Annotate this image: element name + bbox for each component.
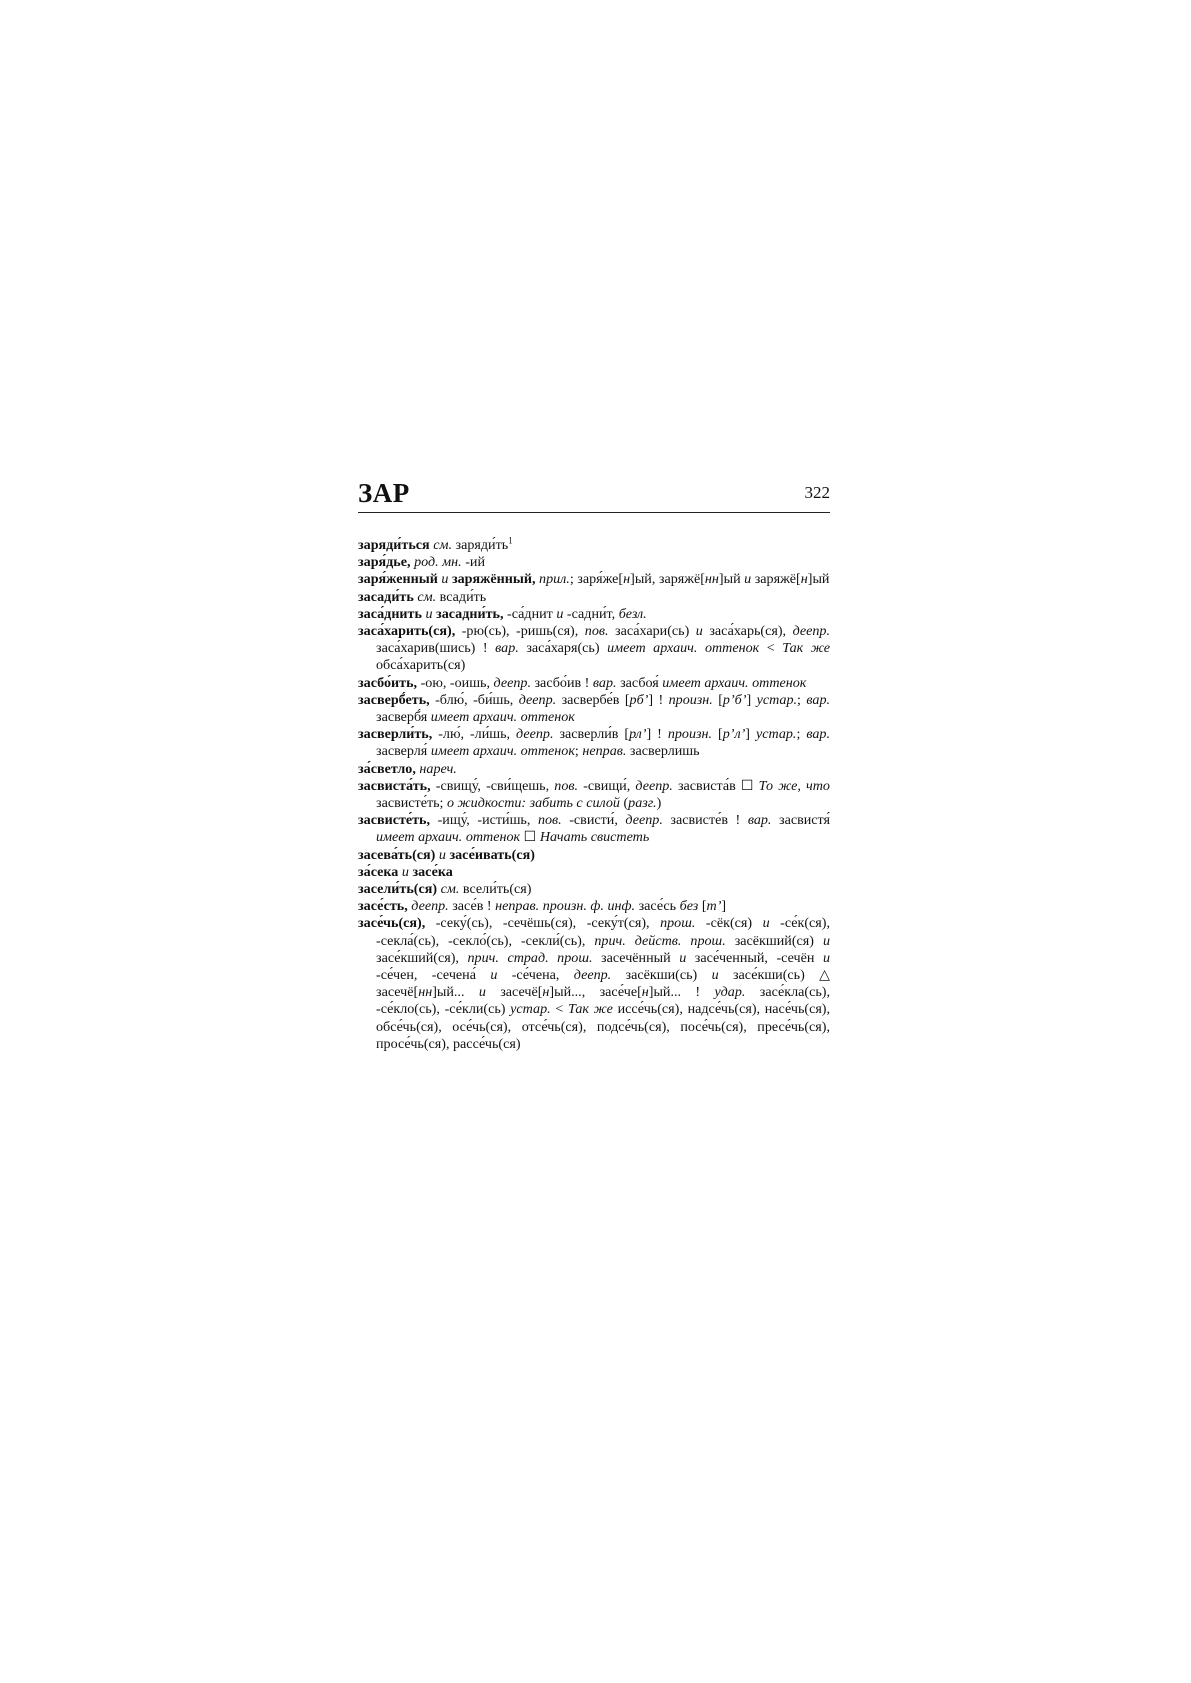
entry-text: засе́кши(сь) △ засечё[ bbox=[376, 967, 830, 1001]
entry-text: -ою, -оишь, bbox=[417, 674, 494, 691]
entry-text: -са́днит bbox=[503, 605, 557, 622]
grammar-label: и bbox=[822, 932, 831, 949]
entry-text: [ bbox=[698, 898, 707, 915]
grammar-label: разг. bbox=[628, 795, 657, 812]
entry-text: ] bbox=[721, 898, 727, 915]
entry-text: -свищу́, -сви́щешь, bbox=[430, 777, 555, 794]
entry-text: ]ый... ! bbox=[648, 984, 715, 1001]
grammar-label: прич. страд. прош. bbox=[467, 949, 593, 966]
entry-text: засверб́я bbox=[376, 709, 431, 726]
headword: заряжённый, bbox=[451, 571, 536, 588]
headword: засвиста́ть, bbox=[358, 777, 431, 794]
grammar-label: прич. действ. прош. bbox=[594, 932, 726, 949]
entry-text: -садни́т, bbox=[563, 605, 619, 622]
entry-text: иссе́чь(ся), надсе́чь(ся), насе́чь(ся), обсе́чь(ся), осе́чь(ся), отсе́чь(ся), подсе́чь(ся), посе́чь(ся), пресе́чь(ся), просе́чь(ся), рассе́чь(ся) bbox=[376, 1001, 831, 1052]
entry-text: -се́чена, bbox=[497, 967, 574, 984]
page-header bbox=[358, 478, 830, 512]
entry-text: -ищу́, -исти́шь, bbox=[430, 812, 538, 829]
headword: за́светло, bbox=[358, 760, 416, 777]
entry-text: засверли́в [ bbox=[553, 726, 630, 743]
grammar-label: н bbox=[800, 571, 808, 588]
grammar-label: рл’ bbox=[629, 726, 647, 743]
entry-text: ] bbox=[745, 726, 756, 743]
entry-text: засёкши(сь) bbox=[611, 967, 712, 984]
entry-text: заса́харя(сь) bbox=[518, 640, 608, 657]
grammar-label: имеет архаич. оттенок bbox=[430, 709, 575, 726]
entry-text: -свищи́, bbox=[578, 777, 636, 794]
grammar-label: и bbox=[425, 605, 433, 622]
entry-text: ]ый bbox=[807, 571, 830, 588]
entry-text: засечённый bbox=[592, 949, 680, 966]
grammar-label: и bbox=[478, 984, 486, 1001]
entry-text: -се́чен, -сечена́ bbox=[376, 967, 491, 984]
entry-text: засе́кший(ся), bbox=[376, 949, 468, 966]
dictionary-entry bbox=[358, 554, 830, 571]
grammar-label: нареч. bbox=[419, 760, 457, 777]
grammar-label: устар. bbox=[756, 691, 798, 708]
grammar-label: неправ. bbox=[582, 743, 627, 760]
grammar-label: деепр. bbox=[411, 898, 449, 915]
entry-text: засбоя́ bbox=[616, 674, 663, 691]
grammar-label: род. мн. bbox=[414, 554, 462, 571]
grammar-label: и bbox=[401, 863, 409, 880]
grammar-label: пов. bbox=[584, 623, 609, 640]
header-rule bbox=[358, 512, 830, 513]
dictionary-entry bbox=[358, 571, 830, 588]
entry-text: всели́ть(ся) bbox=[459, 881, 532, 898]
entry-text: засе́кла(сь), -се́кло(сь), -се́кли(сь) bbox=[376, 984, 830, 1018]
grammar-label: о жидкости: забить с силой bbox=[446, 795, 620, 812]
entry-text: -свисти́, bbox=[561, 812, 626, 829]
grammar-label: неправ. произн. ф. инф. bbox=[495, 898, 636, 915]
grammar-label: вар. bbox=[495, 640, 519, 657]
dictionary-entry bbox=[358, 847, 830, 864]
grammar-label: и bbox=[438, 846, 446, 863]
headword: за́сека bbox=[358, 863, 399, 880]
grammar-label: пов. bbox=[537, 812, 562, 829]
grammar-label: пов. bbox=[554, 777, 579, 794]
grammar-label: произн. bbox=[667, 726, 713, 743]
entry-text: ]ый..., засе́че[ bbox=[549, 984, 642, 1001]
headword: засадни́ть, bbox=[436, 605, 504, 622]
grammar-label: и bbox=[695, 623, 703, 640]
meaning-box-icon: ☐ bbox=[523, 829, 537, 846]
grammar-label: прош. bbox=[660, 915, 696, 932]
entry-text: засвисте́ть; bbox=[376, 795, 447, 812]
grammar-label: нн bbox=[704, 571, 719, 588]
entry-text: засвербе́в [ bbox=[556, 691, 630, 708]
entry-text: заса́харив(шись) ! bbox=[376, 640, 496, 657]
dictionary-entry bbox=[358, 692, 830, 726]
grammar-label: Так же bbox=[568, 1001, 613, 1018]
entry-text: засвистя́ bbox=[771, 812, 830, 829]
headword: засе́ивать(ся) bbox=[449, 846, 535, 863]
grammar-label: деепр. bbox=[518, 691, 557, 708]
headword: засверли́ть, bbox=[358, 726, 433, 743]
entry-text: [ bbox=[712, 726, 723, 743]
entry-text: засвиста́в bbox=[672, 777, 741, 794]
homonym-index: 1 bbox=[508, 535, 513, 546]
entry-text: заряди́ть bbox=[452, 537, 509, 553]
meaning-box-icon: ☐ bbox=[740, 777, 754, 794]
entry-text: ; заря́же[ bbox=[569, 571, 624, 588]
dictionary-entry bbox=[358, 915, 830, 1053]
entry-text: ( bbox=[619, 795, 629, 812]
dictionary-entry bbox=[358, 881, 830, 898]
entry-text: ] ! bbox=[648, 691, 669, 708]
entry-text: заряжё[ bbox=[751, 571, 801, 588]
entry-text: засёкший(ся) bbox=[725, 932, 823, 949]
entry-text: засверлишь bbox=[626, 743, 700, 760]
grammar-label: без bbox=[679, 898, 699, 915]
entry-text: [ bbox=[712, 691, 723, 708]
grammar-label: устар. bbox=[510, 1001, 551, 1018]
grammar-label: н bbox=[641, 984, 649, 1001]
page-number: 322 bbox=[804, 483, 830, 502]
grammar-label: и bbox=[744, 571, 752, 588]
entry-text: обса́харить(ся) bbox=[376, 657, 466, 674]
grammar-label: произн. bbox=[668, 691, 713, 708]
entry-text: ; bbox=[796, 726, 807, 743]
entry-text: ) bbox=[656, 795, 662, 812]
headword: засе́ка bbox=[412, 863, 453, 880]
grammar-label: см. bbox=[433, 537, 452, 553]
dictionary-entry bbox=[358, 675, 830, 692]
grammar-label: деепр. bbox=[573, 967, 612, 984]
grammar-label: и bbox=[556, 605, 564, 622]
entry-text: засвисте́в ! bbox=[662, 812, 748, 829]
grammar-label: см. bbox=[440, 881, 460, 898]
grammar-label: Так же bbox=[782, 640, 830, 657]
grammar-label: безл. bbox=[618, 605, 647, 622]
grammar-label: и bbox=[441, 571, 449, 588]
entry-list bbox=[358, 537, 830, 1053]
entry-text: заса́хари(сь) bbox=[608, 623, 696, 640]
entry-text: < bbox=[550, 1001, 569, 1018]
grammar-label: имеет архаич. оттенок bbox=[376, 829, 521, 846]
entry-text: засе́сь bbox=[635, 898, 680, 915]
grammar-label: устар. bbox=[755, 726, 797, 743]
headword: заса́днить bbox=[358, 605, 422, 622]
headword: заряди́ться bbox=[358, 537, 430, 553]
entry-text: засе́ченный, -сечён bbox=[686, 949, 823, 966]
grammar-label: р’б’ bbox=[722, 691, 747, 708]
grammar-label: и bbox=[711, 967, 719, 984]
grammar-label: и bbox=[762, 915, 770, 932]
grammar-label: н bbox=[623, 571, 631, 588]
headword: засбо́ить, bbox=[358, 674, 418, 691]
entry-text: -рю(сь), -ришь(ся), bbox=[455, 623, 585, 640]
dictionary-entry bbox=[358, 898, 830, 915]
grammar-label: т’ bbox=[706, 898, 722, 915]
entry-text: -секу́(сь), -сечёшь(ся), -секу́т(ся), bbox=[425, 915, 661, 932]
headword: засверб́еть, bbox=[358, 691, 430, 708]
grammar-label: имеет архаич. оттенок bbox=[607, 640, 760, 657]
entry-text: всади́ть bbox=[436, 588, 487, 605]
grammar-label: вар. bbox=[592, 674, 617, 691]
grammar-label: деепр. bbox=[792, 623, 830, 640]
running-head: ЗАР bbox=[358, 478, 410, 508]
grammar-label: Начать свистеть bbox=[539, 829, 650, 846]
grammar-label: р’л’ bbox=[722, 726, 746, 743]
entry-text: -ий bbox=[461, 554, 485, 571]
grammar-label: и bbox=[822, 949, 830, 966]
dictionary-entry bbox=[358, 812, 830, 846]
grammar-label: вар. bbox=[747, 812, 772, 829]
entry-text: ; bbox=[797, 691, 807, 708]
entry-text: ]ый bbox=[718, 571, 745, 588]
entry-text: засбо́ив ! bbox=[530, 674, 593, 691]
entry-text: < bbox=[759, 640, 783, 657]
entry-text: засечё[ bbox=[485, 984, 543, 1001]
entry-text: засверля́ bbox=[376, 743, 431, 760]
grammar-label: вар. bbox=[806, 726, 830, 743]
entry-text: -блю́, -би́шь, bbox=[429, 691, 519, 708]
dictionary-entry bbox=[358, 778, 830, 812]
entry-text: -лю́, -ли́шь, bbox=[432, 726, 517, 743]
dictionary-entry bbox=[358, 623, 830, 675]
grammar-label: удар. bbox=[714, 984, 746, 1001]
entry-text: заса́харь(ся), bbox=[702, 623, 793, 640]
dictionary-entry bbox=[358, 864, 830, 881]
headword: заса́харить(ся), bbox=[358, 623, 456, 640]
grammar-label: деепр. bbox=[516, 726, 554, 743]
grammar-label: имеет архаич. оттенок bbox=[430, 743, 575, 760]
grammar-label: и bbox=[679, 949, 687, 966]
entry-text: ] ! bbox=[646, 726, 668, 743]
headword: засвисте́ть, bbox=[358, 812, 431, 829]
grammar-label: нн bbox=[418, 984, 433, 1001]
headword: засе́чь(ся), bbox=[358, 915, 426, 932]
headword: засе́сть, bbox=[358, 898, 408, 915]
grammar-label: см. bbox=[417, 588, 437, 605]
headword: засева́ть(ся) bbox=[358, 846, 436, 863]
grammar-label: н bbox=[542, 984, 550, 1001]
headword: засели́ть(ся) bbox=[358, 881, 438, 898]
grammar-label: деепр. bbox=[635, 777, 673, 794]
grammar-label: имеет архаич. оттенок bbox=[662, 674, 807, 691]
dictionary-entry bbox=[358, 606, 830, 623]
grammar-label: То же, что bbox=[758, 777, 830, 794]
grammar-label: вар. bbox=[806, 691, 831, 708]
entry-text: ; bbox=[574, 743, 583, 760]
grammar-label: прил. bbox=[539, 571, 570, 588]
entry-text: ]ый... bbox=[432, 984, 479, 1001]
entry-text: -се́к(ся), -секла́(сь), -секло́(сь), -секли́(сь), bbox=[376, 915, 830, 949]
dictionary-entry bbox=[358, 537, 830, 554]
dictionary-entry bbox=[358, 726, 830, 760]
dictionary-entry bbox=[358, 589, 830, 606]
entry-text: засе́в ! bbox=[448, 898, 496, 915]
grammar-label: и bbox=[490, 967, 498, 984]
grammar-label: рб’ bbox=[629, 691, 649, 708]
entry-text: ] bbox=[746, 691, 757, 708]
grammar-label: деепр. bbox=[493, 674, 531, 691]
entry-text: -сёк(ся) bbox=[695, 915, 763, 932]
headword: заря́дье, bbox=[358, 554, 411, 571]
entry-text: ]ый, заряжё[ bbox=[630, 571, 705, 588]
headword: заря́женный bbox=[358, 571, 438, 588]
dictionary-page bbox=[358, 478, 830, 1053]
grammar-label: деепр. bbox=[625, 812, 663, 829]
dictionary-entry bbox=[358, 761, 830, 778]
headword: засади́ть bbox=[358, 588, 414, 605]
